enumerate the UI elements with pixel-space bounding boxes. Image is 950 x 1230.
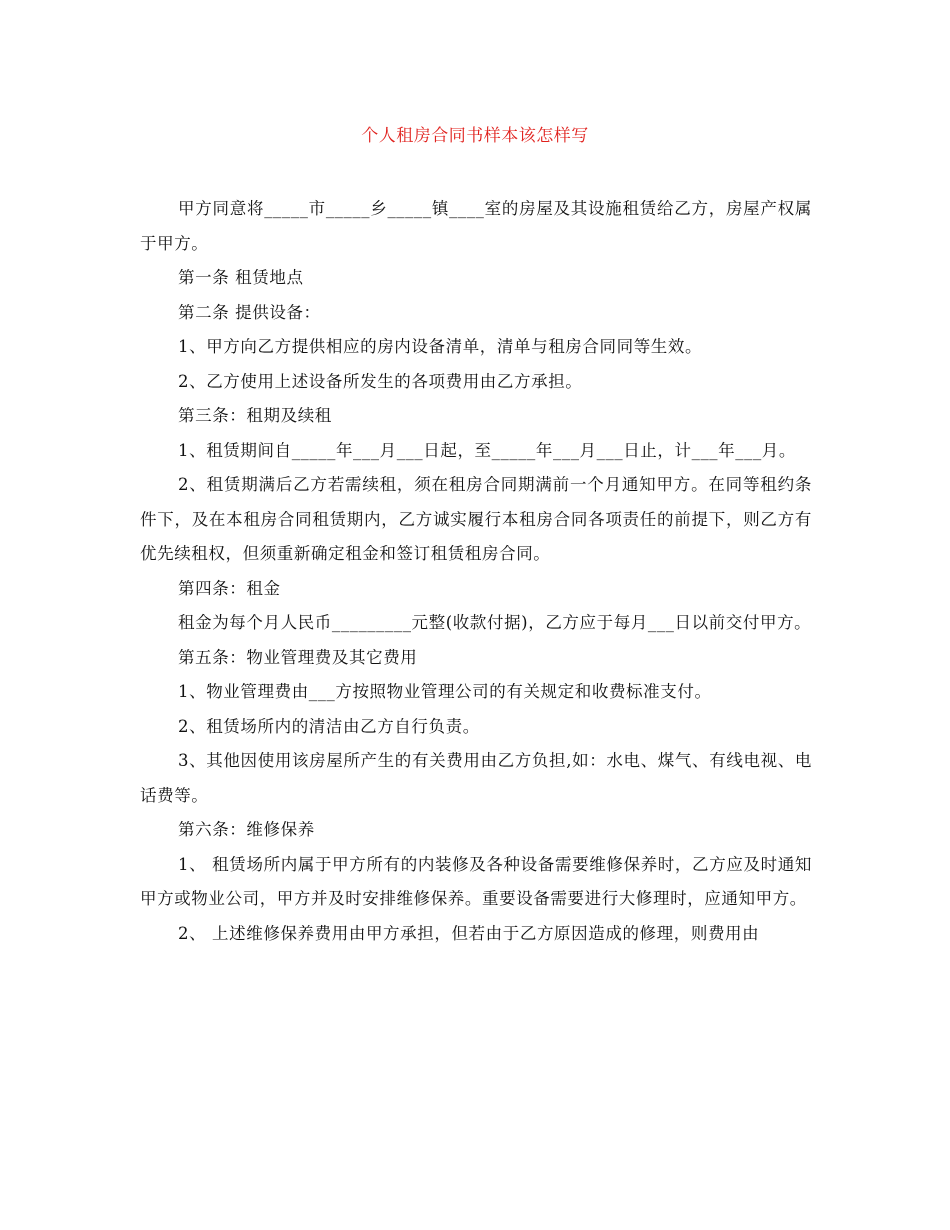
article-2-item-1: 1、甲方向乙方提供相应的房内设备清单，清单与租房合同同等生效。	[178, 337, 703, 356]
article-5-heading: 第五条：物业管理费及其它费用	[178, 647, 418, 667]
article-5-item-1: 1、物业管理费由___方按照物业管理公司的有关规定和收费标准支付。	[178, 682, 712, 701]
article-4-rent: 租金为每个月人民币_________元整(收款付据)，乙方应于每月___日以前交付甲方。	[178, 613, 812, 632]
article-3-item-1: 1、租赁期间自_____年___月___日起，至_____年___月___日止，计___年___月。	[178, 440, 796, 460]
article-6-item-2: 2、 上述维修保养费用由甲方承担，但若由于乙方原因造成的修理，则费用由	[178, 923, 760, 943]
article-5-item-2: 2、租赁场所内的清洁由乙方自行负责。	[178, 716, 480, 736]
article-4-heading: 第四条：租金	[178, 578, 281, 598]
article-5-item-3: 3、其他因使用该房屋所产生的有关费用由乙方负担,如：水电、煤气、有线电视、电话费等。	[140, 751, 812, 805]
article-2-item-2: 2、乙方使用上述设备所发生的各项费用由乙方承担。	[178, 371, 583, 391]
document-body	[140, 192, 812, 951]
article-3-heading: 第三条：租期及续租	[178, 406, 332, 425]
article-6-heading: 第六条：维修保养	[178, 820, 315, 839]
document-title: 个人租房合同书样本该怎样写	[361, 126, 589, 146]
paragraph-premises: 甲方同意将_____市_____乡_____镇____室的房屋及其设施租赁给乙方，房屋产权属于甲方。	[140, 199, 812, 253]
article-3-item-2: 2、租赁期满后乙方若需续租，须在租房合同期满前一个月通知甲方。在同等租约条件下，及在本租房合同租赁期内，乙方诚实履行本租房合同各项责任的前提下，则乙方有优先续租权，但须重新确定租金和签订租赁租房合同。	[140, 475, 812, 563]
article-1-heading: 第一条 租赁地点	[178, 268, 304, 287]
article-2-heading: 第二条 提供设备：	[178, 302, 321, 322]
article-6-item-1: 1、 租赁场所内属于甲方所有的内装修及各种设备需要维修保养时，乙方应及时通知甲方或物业公司，甲方并及时安排维修保养。重要设备需要进行大修理时，应通知甲方。	[140, 854, 812, 908]
